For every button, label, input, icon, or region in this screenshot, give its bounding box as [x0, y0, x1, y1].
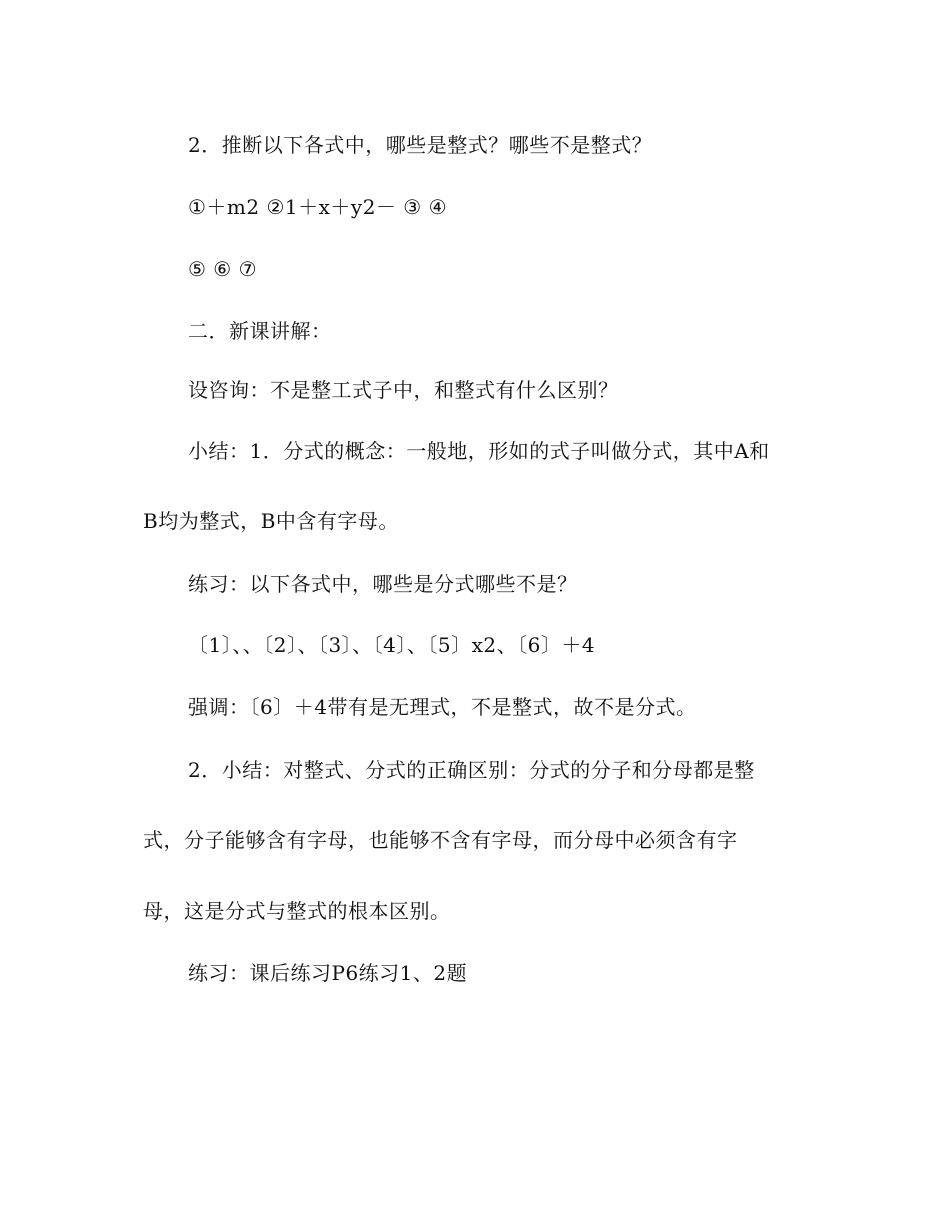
expressions-line-2: ⑤ ⑥ ⑦ [188, 257, 258, 281]
summary-2-line-1: 2．小结：对整式、分式的正确区别：分式的分子和分母都是整 [188, 758, 755, 782]
section-heading-new-lesson: 二．新课讲解： [188, 319, 332, 343]
expressions-line-1: ①＋m2 ②1＋x＋y2－ ③ ④ [188, 195, 448, 219]
homework-exercise: 练习：课后练习P6练习1、2题 [188, 961, 468, 985]
summary-definition-line-2: B均为整式，B中含有字母。 [143, 509, 399, 533]
exercise-prompt: 练习：以下各式中，哪些是分式哪些不是？ [188, 572, 578, 596]
exercise-items: 〔1〕、、〔2〕、〔3〕、〔4〕、〔5〕x2、〔6〕＋4 [188, 633, 596, 657]
summary-2-line-3: 母，这是分式与整式的根本区别。 [143, 899, 451, 923]
summary-2-line-2: 式，分子能够含有字母，也能够不含有字母，而分母中必须含有字 [143, 828, 738, 852]
summary-definition-line-1: 小结：1．分式的概念：一般地，形如的式子叫做分式，其中A和 [188, 439, 770, 463]
question-paragraph: 设咨询：不是整工式子中，和整式有什么区别？ [188, 378, 619, 402]
emphasis-paragraph: 强调：〔6〕＋4带有是无理式，不是整式，故不是分式。 [188, 695, 697, 719]
question-2-paragraph: 2．推断以下各式中，哪些是整式？哪些不是整式？ [188, 133, 653, 157]
